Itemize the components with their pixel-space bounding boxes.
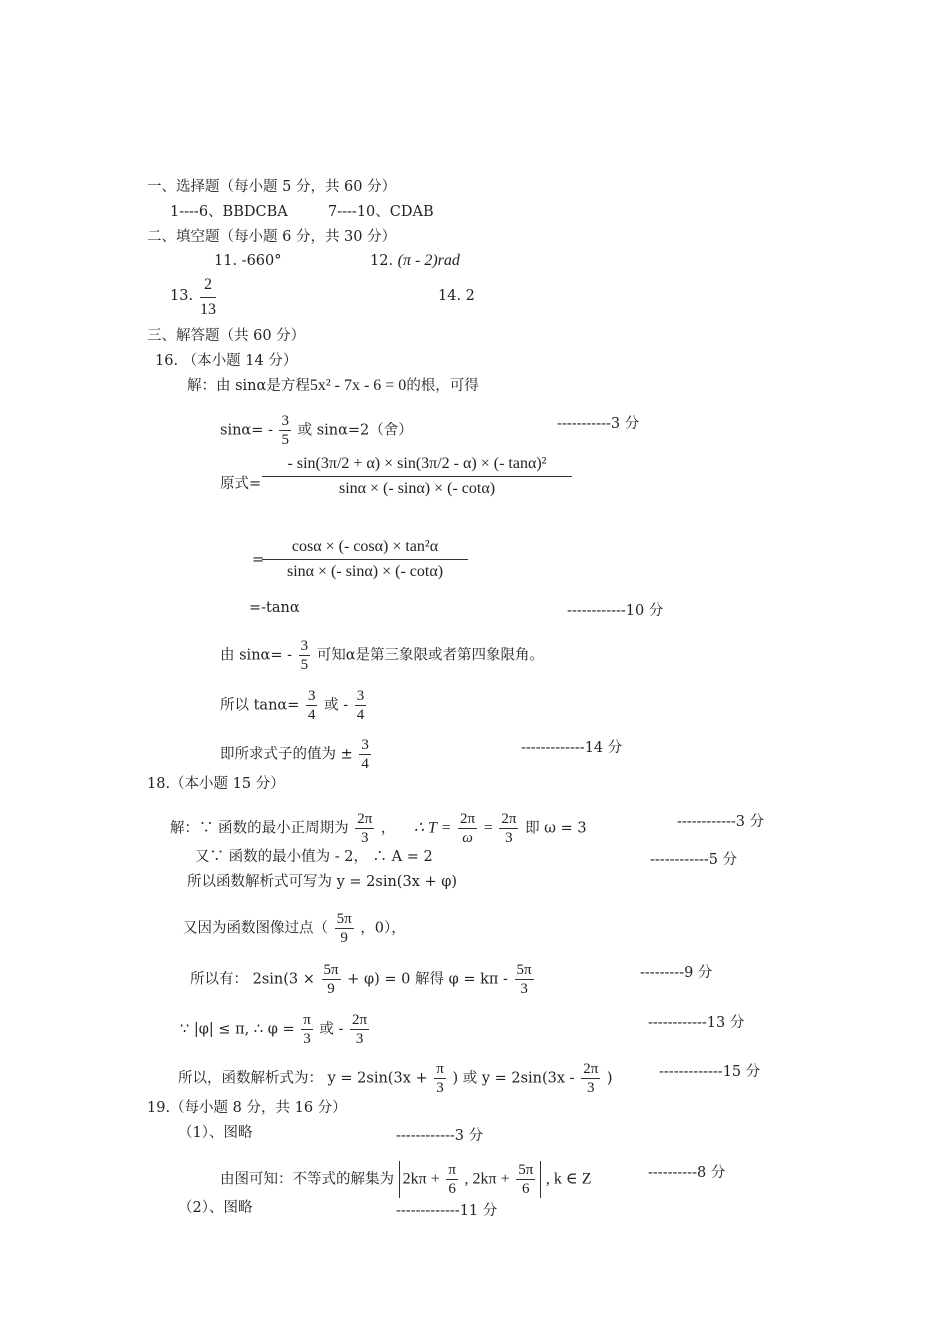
answer-12: [370, 252, 460, 270]
problem-16-title: 16. （本小题 14 分）: [155, 353, 298, 369]
p18-line-6: ∵ |φ| ≤ π, ∴ φ = $\frac{\pi}{3}$ 或 - $\frac{2\pi}{3}$: [180, 1012, 368, 1047]
solution-interval: 2kπ + $\frac{\pi}{6}$ , 2kπ + $\frac{5\pi}{6}$: [399, 1161, 542, 1198]
p18-score-15: -------------15 分: [659, 1064, 761, 1080]
answer-14: 14. 2: [438, 288, 475, 304]
p16-line-8: 即所求式子的值为 ± $\frac{3}{4}$: [220, 737, 369, 772]
p19-line-3: （2）、图略: [178, 1200, 253, 1216]
p18-score-5: ------------5 分: [650, 852, 738, 868]
problem-18-title: 18.（本小题 15 分）: [147, 776, 285, 792]
answer-12-label: 12.: [370, 253, 394, 269]
fraction: $\frac{3}{5}$: [281, 413, 289, 448]
p18-line-1: 解：∵ 函数的最小正周期为 $\frac{2\pi}{3}$ ， ∴ T = $\frac{2\pi}{\omega}$ = $\frac{2\pi}{3}$ 即 ω = 3: [170, 811, 587, 846]
p19-score-11: -------------11 分: [396, 1203, 498, 1219]
section-3-title: 三、解答题（共 60 分）: [147, 328, 306, 344]
p16-line-2: sinα= - $\frac{3}{5}$ 或 sinα=2（舍）: [220, 413, 413, 448]
answers-1-6: 1----6、BBDCBA: [170, 204, 288, 220]
p18-line-3: 所以函数解析式可写为 y = 2sin(3x + φ): [187, 874, 458, 890]
answer-13-label: 13.: [170, 288, 194, 304]
p16-step-fraction: $\frac{\text{cosα × (- cosα) × tan²α}}{\sin\alpha \times (- \sin\alpha) \times (- \cot\alpha)}$: [262, 538, 468, 581]
p16-step-label: =: [252, 552, 265, 568]
p18-score-3: ------------3 分: [677, 814, 765, 830]
p18-line-7: 所以，函数解析式为： y = 2sin(3x + $\frac{\pi}{3}$ ) 或 y = 2sin(3x - $\frac{2\pi}{3}$ ): [178, 1061, 613, 1096]
p19-line-1: （1）、图略: [178, 1125, 253, 1141]
p16-line-5: =-tanα: [249, 600, 300, 616]
p16-original-fraction: $\frac{\text{- sin(3π/2 + α) × sin(3π/2 - α) × (- tanα)²}}{\sin\alpha \times (- \sin\alpha) \times (- \cot\alpha)}$: [262, 455, 572, 498]
p16-score-3: -----------3 分: [557, 416, 640, 432]
p16-line-7: 所以 tanα= $\frac{3}{4}$ 或 - $\frac{3}{4}$: [220, 688, 365, 723]
p18-line-4: 又因为函数图像过点（ $\frac{5\pi}{9}$ ，0），: [183, 911, 406, 946]
answer-12-value: (π - 2)rad: [397, 252, 460, 269]
section-2-title: 二、填空题（每小题 6 分，共 30 分）: [147, 229, 397, 245]
p16-line-6: 由 sinα= - $\frac{3}{5}$ 可知α是第三象限或者第四象限角。: [220, 638, 544, 673]
p19-score-8: ----------8 分: [648, 1165, 726, 1181]
problem-19-title: 19.（每小题 8 分，共 16 分）: [147, 1100, 347, 1116]
answer-13-fraction: $\frac{2}{13}$: [200, 276, 216, 318]
p18-line-2: 又∵ 函数的最小值为 - 2， ∴ A = 2: [195, 849, 433, 865]
p18-score-13: ------------13 分: [648, 1015, 745, 1031]
p18-score-9: ---------9 分: [640, 965, 713, 981]
section-1-title: 一、选择题（每小题 5 分，共 60 分）: [147, 179, 397, 195]
p16-original-label: 原式=: [220, 476, 262, 492]
p16-score-10: ------------10 分: [567, 603, 664, 619]
answers-7-10: 7----10、CDAB: [328, 204, 434, 220]
p18-line-5: 所以有： 2sin(3 × $\frac{5\pi}{9}$ + φ) = 0 解得 φ = kπ - $\frac{5\pi}{3}$: [190, 962, 532, 997]
answer-11: 11. -660°: [214, 253, 282, 269]
p16-line-1: 解：由 sinα是方程5x² - 7x - 6 = 0的根，可得: [187, 377, 479, 394]
p19-line-2: 由图可知：不等式的解集为 2kπ + $\frac{\pi}{6}$ , 2kπ + $\frac{5\pi}{6}$ , k ∈ Z: [220, 1162, 592, 1197]
p19-score-3: ------------3 分: [396, 1128, 484, 1144]
p16-score-14: -------------14 分: [521, 740, 623, 756]
